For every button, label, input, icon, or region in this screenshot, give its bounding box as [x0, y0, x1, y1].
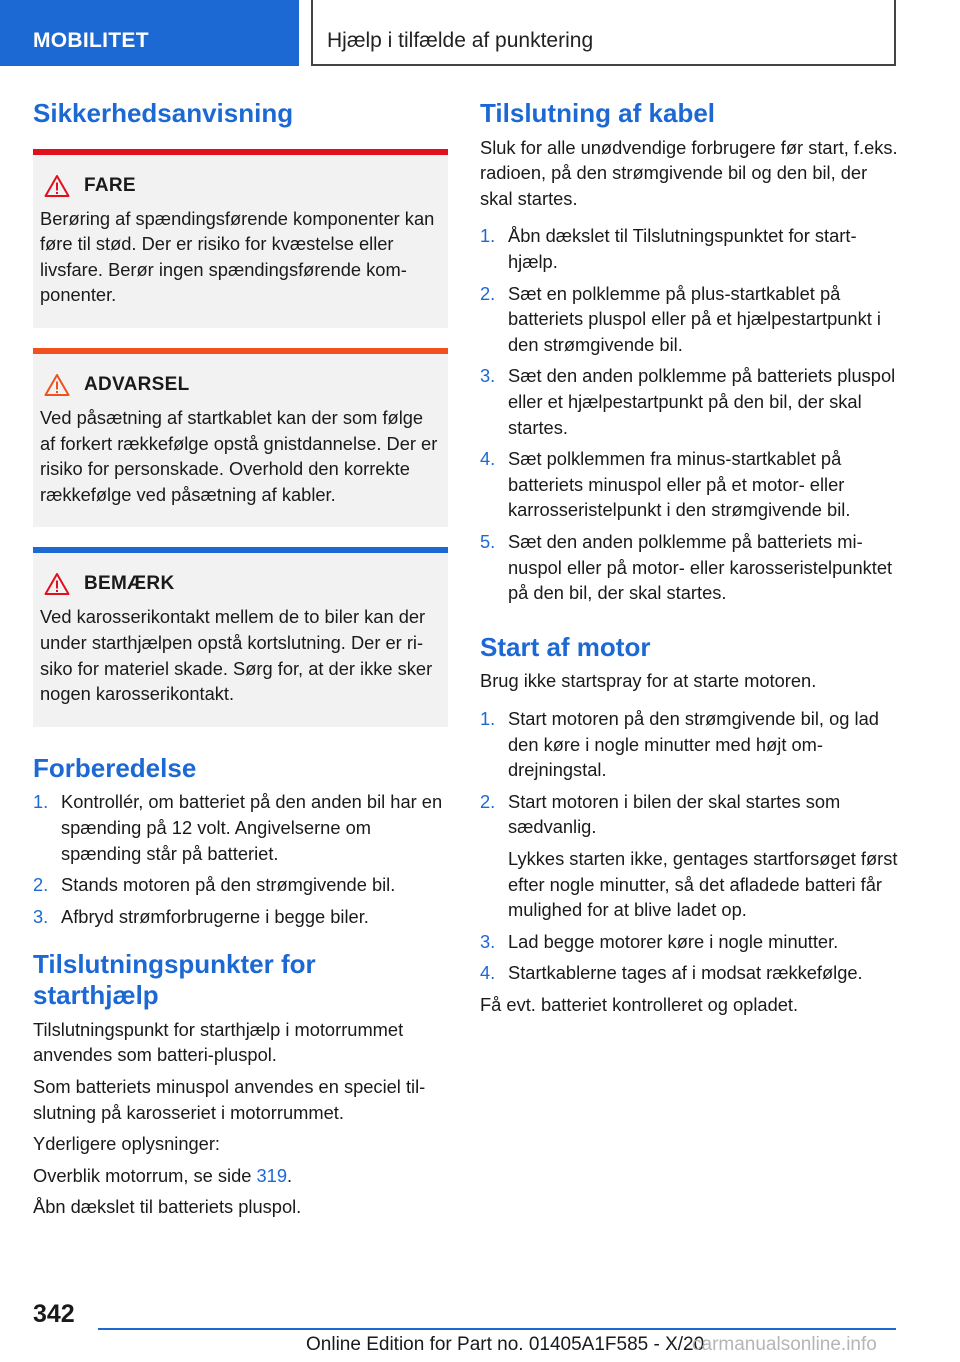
engine-steps-continued	[480, 929, 900, 986]
list-item: 4. Sæt polklemmen fra minus-startkablet på batteriets minuspol eller på et motor- eller karrosseristelpunkt i den strømgivende bil.	[480, 448, 851, 521]
notice-title: ADVARSEL	[84, 374, 190, 396]
list-item: 2. Start motoren i bilen der skal startes som sædvanlig.	[480, 790, 841, 838]
cable-steps	[480, 223, 900, 605]
list-item: 2. Sæt en polklemme på plus-startkablet på batteriets pluspol eller på et hjælpestartpunkt i den strømgivende bil.	[480, 282, 881, 355]
paragraph: Overblik motorrum, se side 319.	[33, 1164, 293, 1186]
note-notice	[33, 547, 448, 726]
warning-notice	[33, 348, 448, 527]
notice-body: Berøring af spændingsførende komponenter kan føre til stød. Der er risiko for kvæstelse eller livsfare. Berør ingen spændingsførende komponenter.	[40, 207, 435, 306]
paragraph: Få evt. batteriet kontrolleret og opladet.	[480, 993, 799, 1015]
list-item: 1. Kontrollér, om batteriet på den anden bil har en spænding på 12 volt. Angivelserne om spænding står på batteriet.	[33, 791, 443, 864]
paragraph: Åbn dækslet til batteriets pluspol.	[33, 1196, 302, 1218]
safety-heading: Sikkerhedsanvisning	[33, 98, 294, 128]
engine-steps	[480, 706, 900, 840]
paragraph: Som batteriets minuspol anvendes en speciel tilslutning på karosseriet i motorrummet.	[33, 1075, 426, 1123]
notice-body: Ved karosserikontakt mellem de to biler kan der under starthjælpen opstå kortslutning. Der er risiko for materiel skade. Sørg for, at der ikke sker nogen karosserikontakt.	[40, 606, 433, 705]
danger-notice	[33, 149, 448, 328]
notice-body: Ved påsætning af startkablet kan der som følge af forkert rækkefølge opstå gnistdannelse. Der er risiko for personskade. Overhold den korrekte rækkefølge ved påsætning af kabler.	[40, 407, 438, 505]
list-item: 1. Åbn dækslet til Tilslutningspunktet for starthjælp.	[480, 225, 857, 273]
list-item: 2. Stands motoren på den strømgivende bil.	[33, 874, 396, 896]
list-item: 5. Sæt den anden polklemme på batteriets minuspol eller på motor- eller karosseristelpunktet på den bil, der skal startes.	[480, 530, 893, 604]
notice-title: BEMÆRK	[84, 573, 175, 595]
notice-title: FARE	[84, 174, 136, 196]
paragraph: Yderligere oplysninger:	[33, 1133, 220, 1155]
list-item: 3. Sæt den anden polklemme på batteriets pluspol eller et hjælpestartpunkt på den bil, der skal startes.	[480, 365, 896, 438]
right-column	[480, 98, 900, 1024]
footer-edition: Online Edition for Part no. 01405A1F585 - X/20	[306, 1334, 705, 1355]
warning-triangle-icon	[44, 373, 70, 397]
warning-triangle-icon	[44, 174, 70, 198]
preparation-heading: Forberedelse	[33, 752, 197, 783]
preparation-steps	[33, 789, 448, 929]
page-header	[0, 0, 960, 66]
engine-start-heading: Start af motor	[480, 631, 651, 662]
cable-heading: Tilslutning af kabel	[480, 98, 716, 128]
left-column	[33, 98, 448, 1226]
page-reference-link[interactable]: 319	[256, 1164, 288, 1186]
page-number: 342	[33, 1300, 75, 1328]
list-item: 3. Afbryd strømforbrugerne i begge biler.	[33, 905, 369, 927]
footer-divider	[98, 1328, 896, 1330]
connection-points-heading: Tilslutningspunkter for starthjælp	[33, 949, 316, 1011]
list-item: 1. Start motoren på den strømgivende bil, og lad den køre i nogle minutter med højt omdrejningstal.	[480, 708, 879, 781]
footer-watermark: carmanualsonline.info	[692, 1334, 877, 1355]
section-label: MOBILITET	[0, 0, 299, 66]
paragraph: Sluk for alle unødvendige forbrugere før start, f.eks. radioen, på den strømgivende bil og den bil, der skal startes.	[480, 136, 898, 209]
warning-triangle-icon	[44, 572, 70, 596]
list-item: 4. Startkablerne tages af i modsat rækkefølge.	[480, 962, 863, 984]
step-note: Lykkes starten ikke, gentages startforsøget først efter nogle minutter, så det afladede batteri får mulighed for at blive ladet op.	[508, 848, 898, 921]
paragraph: Tilslutningspunkt for starthjælp i motorrummet anvendes som batteri-pluspol.	[33, 1018, 404, 1066]
chapter-title: Hjælp i tilfælde af punktering	[311, 0, 896, 66]
list-item: 3. Lad begge motorer køre i nogle minutter.	[480, 930, 839, 952]
paragraph: Brug ikke startspray for at starte motoren.	[480, 670, 817, 692]
